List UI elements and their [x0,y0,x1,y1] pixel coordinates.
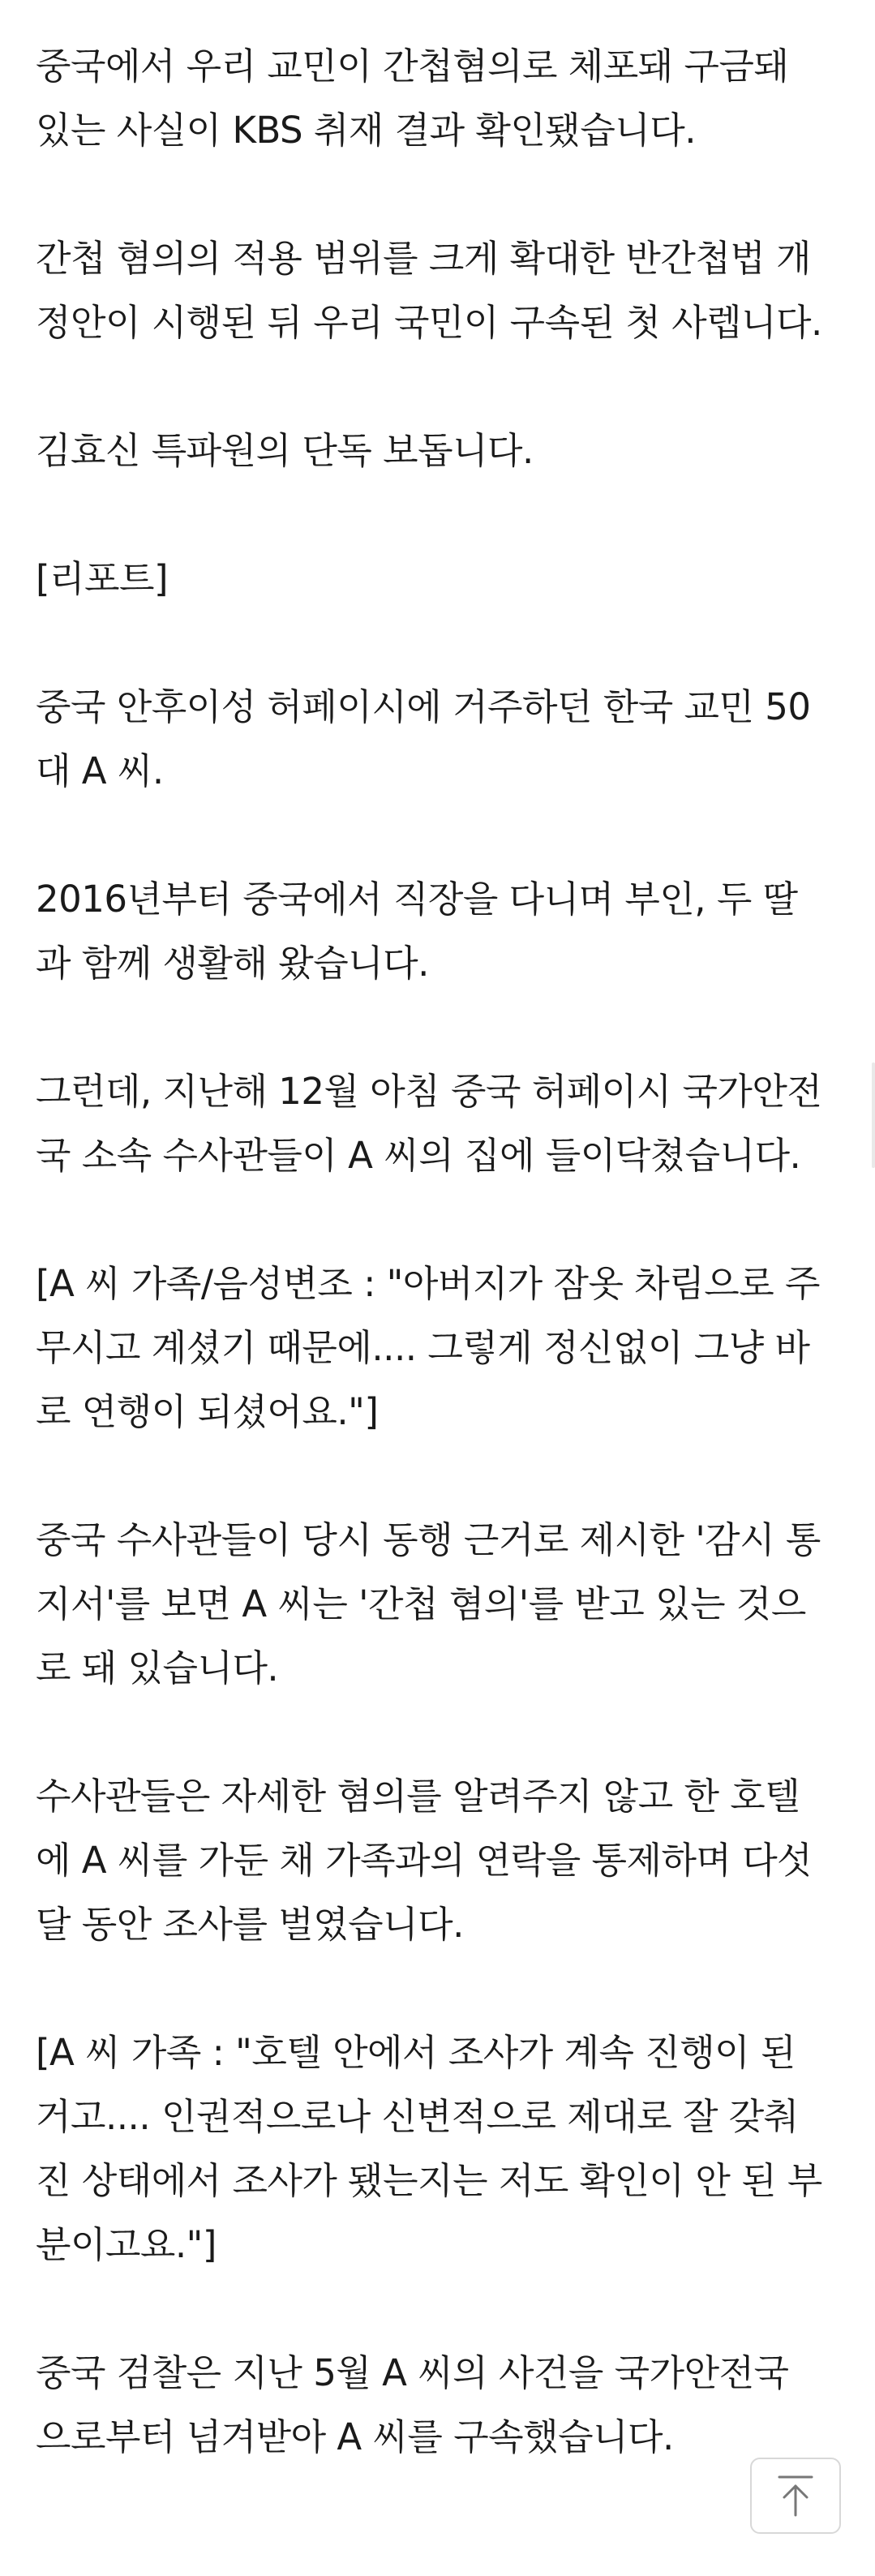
article-line: 에 A 씨를 가둔 채 가족과의 연락을 통제하며 다섯 [36,1839,813,1882]
article-line: 중국 검찰은 지난 5월 A 씨의 사건을 국가안전국 [36,2351,789,2394]
article-line: [A 씨 가족/음성변조 : "아버지가 잠옷 차림으로 주 [36,1262,820,1305]
article-line: 정안이 시행된 뒤 우리 국민이 구속된 첫 사렙니다. [36,301,822,344]
article-line: 과 함께 생활해 왔습니다. [36,942,429,985]
article-line: 중국 안후이성 허페이시에 거주하던 한국 교민 50 [36,685,811,728]
article-paragraph [36,1508,847,1700]
article-line: 거고.... 인권적으로나 신변적으로 제대로 잘 갖춰 [36,2095,799,2138]
article-line: [A 씨 가족 : "호텔 안에서 조사가 계속 진행이 된 [36,2031,796,2074]
article-line: 그런데, 지난해 12월 아침 중국 허페이시 국가안전 [36,1070,822,1113]
article-line: 지서'를 보면 A 씨는 '간첩 혐의'를 받고 있는 것으 [36,1582,806,1625]
article-line: 간첩 혐의의 적용 범위를 크게 확대한 반간첩법 개 [36,237,812,280]
article-line: 로 연행이 되셨어요."] [36,1390,379,1433]
article-line: 로 돼 있습니다. [36,1646,279,1689]
article-paragraph [36,867,847,995]
arrow-up-to-top-icon [777,2475,814,2517]
article-line: 대 A 씨. [36,749,164,792]
article-line: 달 동안 조사를 벌였습니다. [36,1903,464,1946]
article-line: 있는 사실이 KBS 취재 결과 확인됐습니다. [36,109,697,152]
article-paragraph [36,1059,847,1187]
article-paragraph [36,675,847,803]
scroll-to-top-button[interactable] [750,2458,841,2534]
article-line: 김효신 특파원의 단독 보돕니다. [36,429,534,472]
article-line: 중국에서 우리 교민이 간첩혐의로 체포돼 구금돼 [36,45,789,88]
article-line: 수사관들은 자세한 혐의를 알려주지 않고 한 호텔 [36,1775,800,1818]
article-line: 중국 수사관들이 당시 동행 근거로 제시한 '감시 통 [36,1518,821,1561]
interview-quote [36,2020,847,2277]
scrollbar-thumb[interactable] [872,1063,875,1168]
article-line: 2016년부터 중국에서 직장을 다니며 부인, 두 딸 [36,878,798,921]
report-label: [리포트] [36,557,169,600]
article-paragraph [36,547,847,611]
article-line: 으로부터 넘겨받아 A 씨를 구속했습니다. [36,2415,674,2458]
article-paragraph [36,226,847,354]
interview-quote [36,1252,847,1444]
article-line: 분이고요."] [36,2223,217,2266]
article-body [36,34,847,2533]
article-line: 무시고 계셨기 때문에.... 그렇게 정신없이 그냥 바 [36,1326,810,1369]
article-line: 국 소속 수사관들이 A 씨의 집에 들이닥쳤습니다. [36,1134,801,1177]
article-paragraph [36,419,847,483]
article-paragraph [36,34,847,162]
article-paragraph [36,1764,847,1956]
article-line: 진 상태에서 조사가 됐는지는 저도 확인이 안 된 부 [36,2159,822,2202]
article-paragraph [36,2341,847,2469]
